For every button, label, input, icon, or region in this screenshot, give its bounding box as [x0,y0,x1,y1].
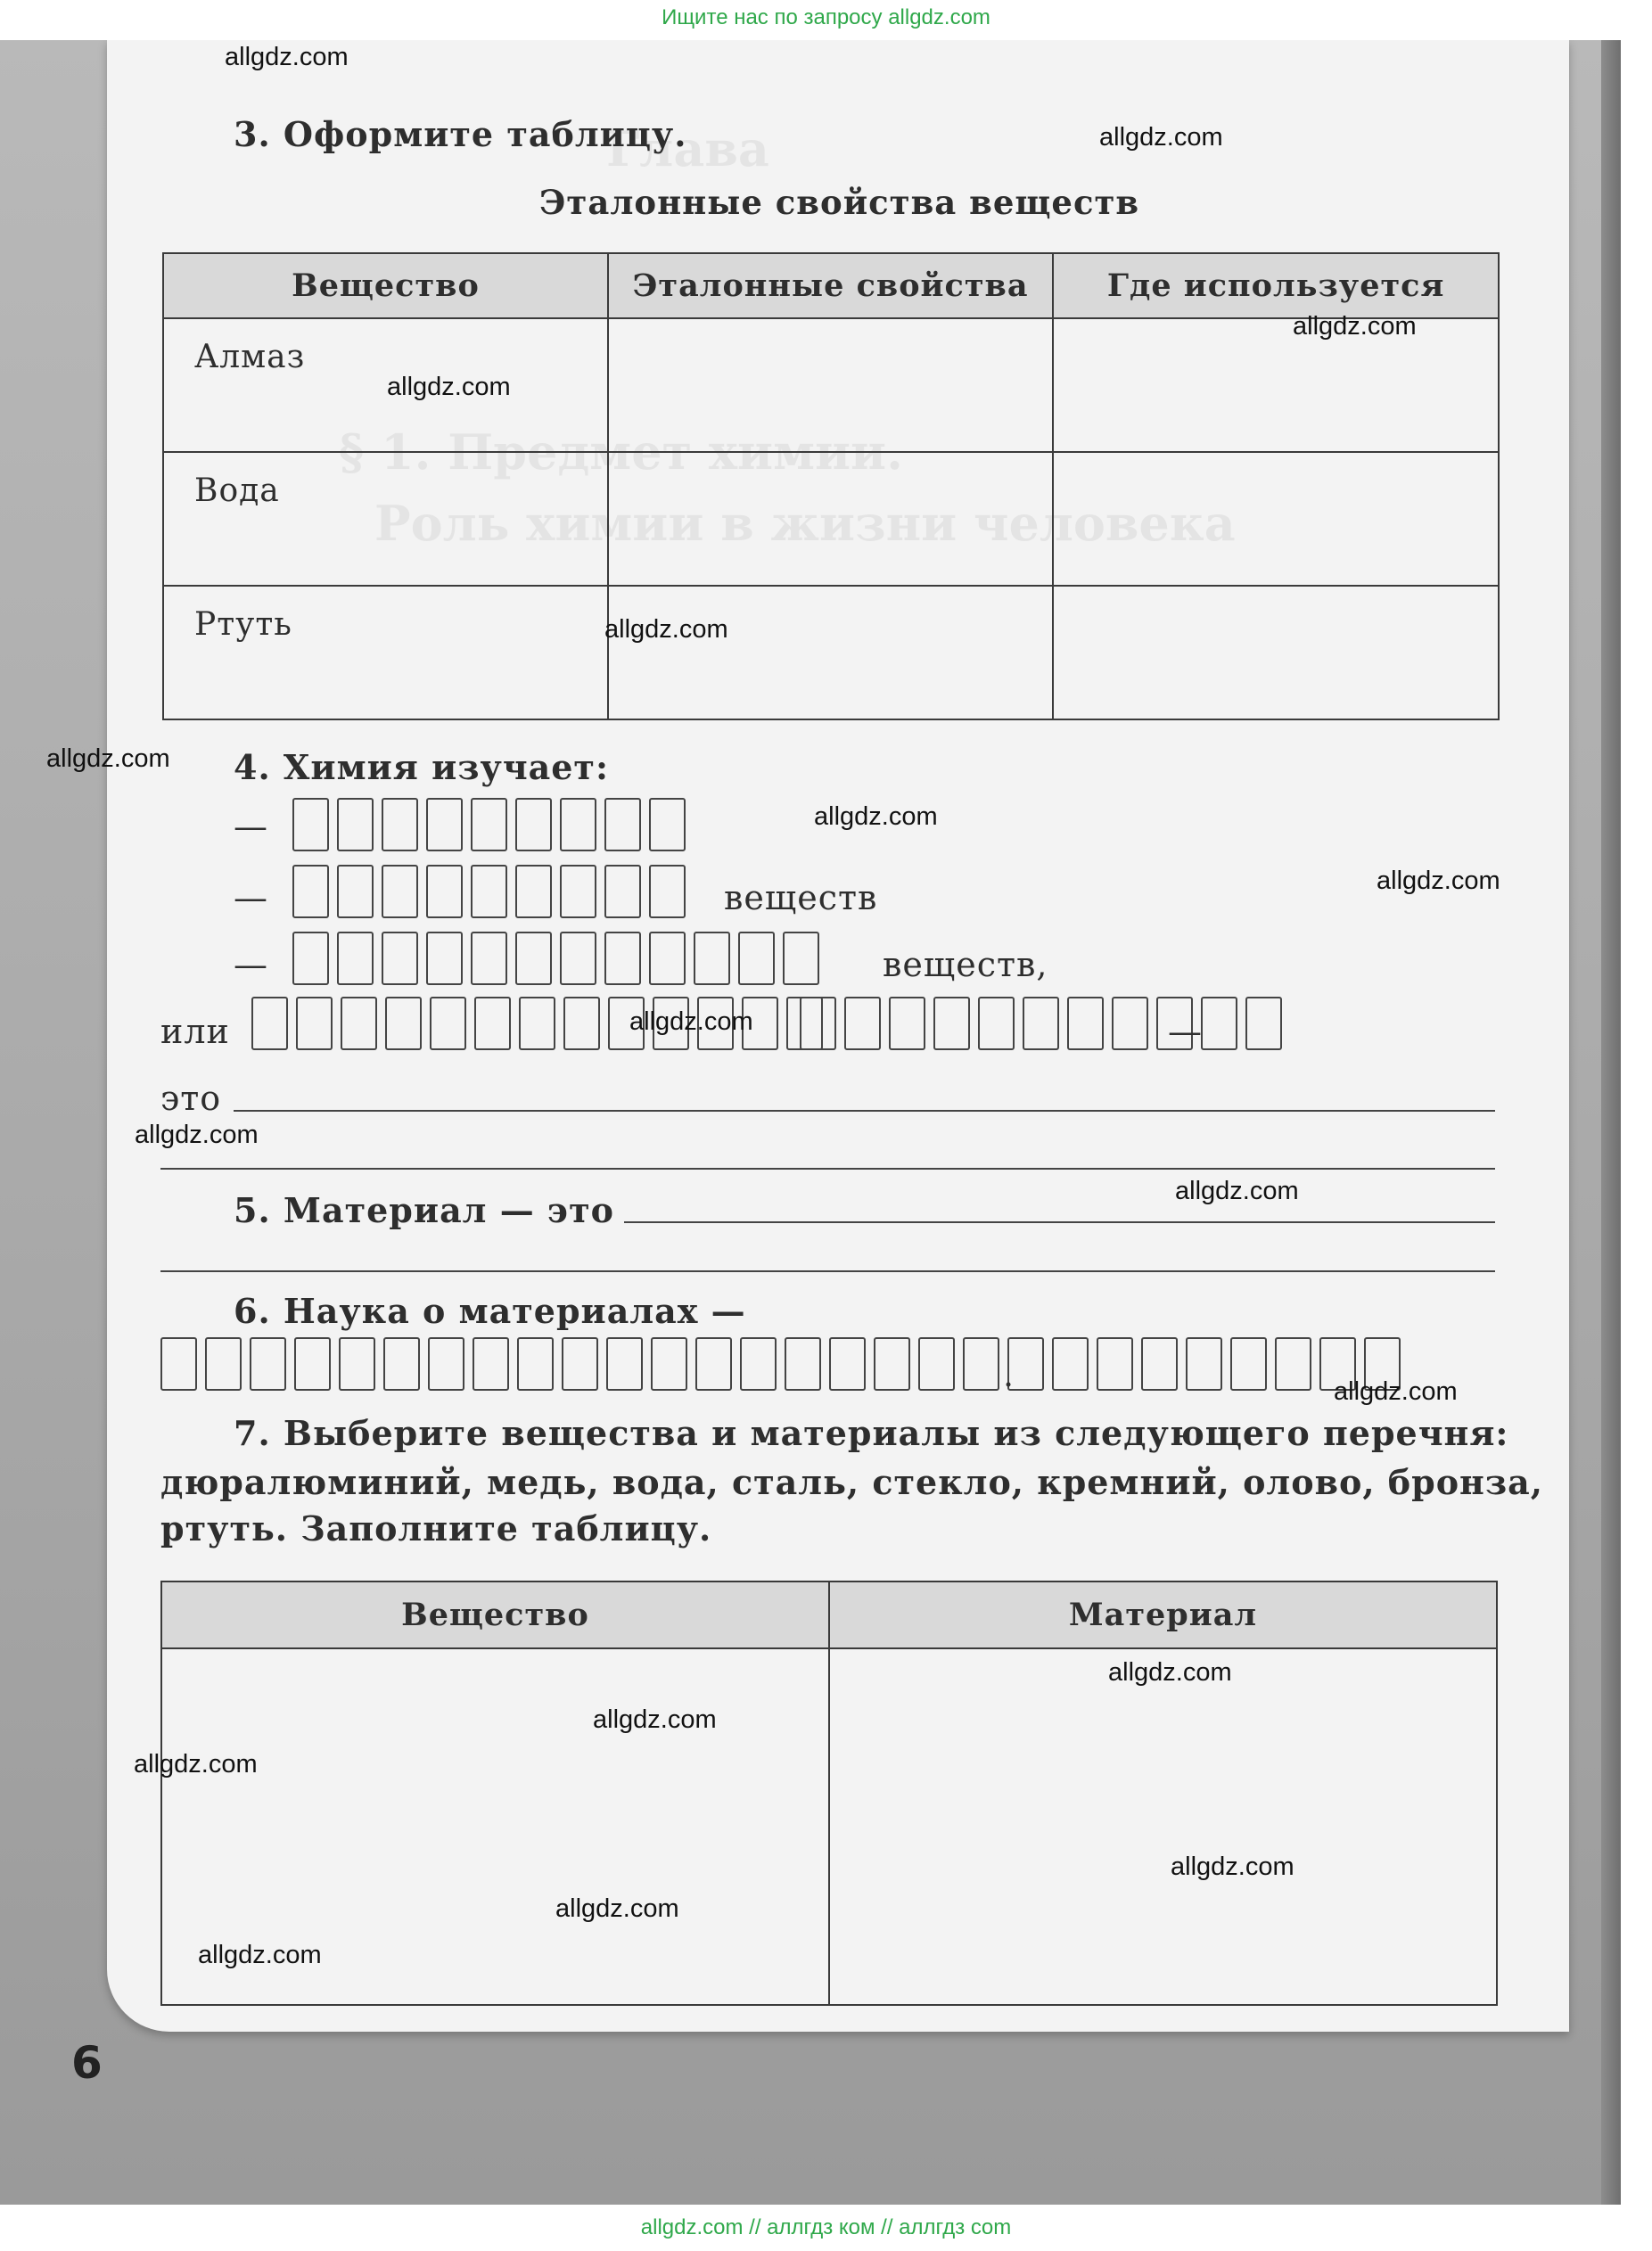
letter-box[interactable] [515,798,552,851]
letter-box[interactable] [695,1337,732,1391]
letter-box[interactable] [385,997,422,1050]
watermark: allgdz.com [814,802,938,831]
usage-answer-cell[interactable] [1053,452,1499,586]
letter-box[interactable] [292,865,329,918]
watermark: allgdz.com [1293,312,1417,341]
page-number: 6 [71,2037,103,2089]
letter-box[interactable] [250,1337,286,1391]
top-banner[interactable]: Ищите нас по запросу allgdz.com [662,5,990,29]
task3-table-title: Эталонные свойства веществ [539,183,1140,222]
bottom-banner[interactable]: allgdz.com // аллгдз ком // аллгдз com [0,2205,1652,2251]
letter-box[interactable] [1067,997,1104,1050]
letter-box[interactable] [1186,1337,1222,1391]
letter-box[interactable] [473,1337,509,1391]
letter-box[interactable] [296,997,333,1050]
letter-box[interactable] [517,1337,554,1391]
letter-box[interactable] [337,798,374,851]
watermark: allgdz.com [1377,867,1500,895]
task7-line1: 7. Выберите вещества и материалы из следующего перечня: [234,1413,1509,1453]
dash: — [234,807,268,846]
letter-box[interactable] [560,865,596,918]
letter-box[interactable] [1023,997,1059,1050]
task7-line2: дюралюминий, медь, вода, сталь, стекло, кремний, олово, бронза, [160,1462,1543,1502]
column-header-material: Материал [829,1581,1497,1648]
letter-box[interactable] [694,932,730,985]
letter-boxes-5[interactable] [800,997,1290,1050]
letter-box[interactable] [515,865,552,918]
answer-line[interactable] [160,1270,1495,1272]
word-or: или [160,1012,230,1051]
usage-answer-cell[interactable] [1053,586,1499,719]
dash-end: — [1168,1012,1203,1051]
substance-material-table [160,1581,1498,2006]
letter-box[interactable] [382,798,418,851]
watermark: allgdz.com [593,1705,717,1734]
substance-cell: Алмаз [163,318,608,452]
letter-box[interactable] [1230,1337,1267,1391]
bleed-through-text: Глава [606,120,769,177]
letter-box[interactable] [649,798,686,851]
letter-box[interactable] [294,1337,331,1391]
answer-line[interactable] [234,1110,1495,1112]
letter-box[interactable] [251,997,288,1050]
task6-label: 6. Наука о материалах — [234,1291,746,1331]
letter-box[interactable] [649,932,686,985]
properties-answer-cell[interactable] [608,586,1053,719]
letter-box[interactable] [383,1337,420,1391]
letter-box[interactable] [604,932,641,985]
task3-heading: 3. Оформите таблицу. [234,114,687,154]
watermark: allgdz.com [629,1007,753,1036]
letter-box[interactable] [649,865,686,918]
letter-box[interactable] [205,1337,242,1391]
table-row [163,452,1499,586]
watermark: allgdz.com [134,1750,258,1779]
letter-box[interactable] [471,932,507,985]
letter-box[interactable] [800,997,836,1050]
letter-box[interactable] [339,1337,375,1391]
task7-line3: ртуть. Заполните таблицу. [160,1508,712,1549]
letter-box[interactable] [918,1337,955,1391]
letter-box[interactable] [474,997,511,1050]
letter-box[interactable] [1097,1337,1133,1391]
dash: — [234,878,268,917]
watermark: allgdz.com [198,1941,322,1969]
answer-line[interactable] [160,1168,1495,1170]
letter-box[interactable] [563,997,600,1050]
letter-box[interactable] [1275,1337,1311,1391]
bleed-through-text: Роль химии в жизни человека [374,495,1236,552]
table-row [163,586,1499,719]
letter-box[interactable] [874,1337,910,1391]
letter-box[interactable] [382,932,418,985]
letter-box[interactable] [783,932,819,985]
letter-box[interactable] [519,997,555,1050]
letter-box[interactable] [978,997,1015,1050]
letter-box[interactable] [1245,997,1282,1050]
letter-box[interactable] [560,798,596,851]
letter-box[interactable] [738,932,775,985]
letter-box[interactable] [426,865,463,918]
letter-box[interactable] [933,997,970,1050]
letter-box[interactable] [337,865,374,918]
column-header-usage: Где используется [1053,253,1499,318]
letter-box[interactable] [1141,1337,1178,1391]
word-this: это [160,1079,222,1118]
watermark: allgdz.com [46,744,170,773]
letter-box[interactable] [430,997,466,1050]
watermark: allgdz.com [135,1121,259,1149]
letter-box[interactable] [829,1337,866,1391]
letter-box[interactable] [426,932,463,985]
letter-box[interactable] [844,997,881,1050]
watermark: allgdz.com [1171,1853,1294,1881]
letter-box[interactable] [428,1337,464,1391]
watermark: allgdz.com [604,615,728,644]
letter-box[interactable] [515,932,552,985]
letter-box[interactable] [785,1337,821,1391]
material-answer-cell[interactable] [829,1648,1497,2005]
letter-boxes-1[interactable] [292,798,694,851]
letter-box[interactable] [651,1337,687,1391]
period: . [1003,1355,1015,1394]
watermark: allgdz.com [1108,1658,1232,1687]
properties-answer-cell[interactable] [608,318,1053,452]
letter-box[interactable] [1112,997,1148,1050]
letter-box[interactable] [160,1337,197,1391]
column-header-properties: Эталонные свойства [608,253,1053,318]
letter-box[interactable] [740,1337,777,1391]
letter-box[interactable] [471,865,507,918]
word-veshchestv-comma: веществ, [883,945,1048,984]
letter-box[interactable] [337,932,374,985]
task5-label: 5. Материал — это [234,1190,614,1230]
book-edge [1601,40,1621,2205]
letter-boxes-2[interactable] [292,865,694,918]
answer-line[interactable] [624,1221,1495,1223]
letter-box[interactable] [292,932,329,985]
letter-box[interactable] [606,1337,643,1391]
word-veshchestv: веществ [724,878,878,917]
letter-box[interactable] [1052,1337,1089,1391]
watermark: allgdz.com [387,373,511,401]
letter-box[interactable] [560,932,596,985]
substance-cell: Ртуть [163,586,608,719]
column-header-substance: Вещество [163,253,608,318]
letter-box[interactable] [1201,997,1237,1050]
letter-boxes-3[interactable] [292,932,827,985]
letter-box[interactable] [292,798,329,851]
letter-box[interactable] [562,1337,598,1391]
column-header-substance: Вещество [161,1581,829,1648]
bleed-through-text: § 1. Предмет химии. [339,423,903,481]
letter-box[interactable] [471,798,507,851]
letter-box[interactable] [604,865,641,918]
substance-cell: Вода [163,452,608,586]
task4-heading: 4. Химия изучает: [234,747,610,787]
watermark: allgdz.com [225,43,349,71]
watermark: allgdz.com [1099,123,1223,152]
letter-boxes-6[interactable] [160,1337,1409,1391]
watermark: allgdz.com [555,1894,679,1923]
table-row [161,1648,1497,2005]
properties-answer-cell[interactable] [608,452,1053,586]
watermark: allgdz.com [1334,1377,1458,1406]
letter-box[interactable] [889,997,925,1050]
letter-box[interactable] [426,798,463,851]
dash: — [234,945,268,984]
letter-box[interactable] [604,798,641,851]
usage-answer-cell[interactable] [1053,318,1499,452]
letter-box[interactable] [341,997,377,1050]
letter-box[interactable] [963,1337,999,1391]
watermark: allgdz.com [1175,1177,1299,1205]
letter-box[interactable] [382,865,418,918]
